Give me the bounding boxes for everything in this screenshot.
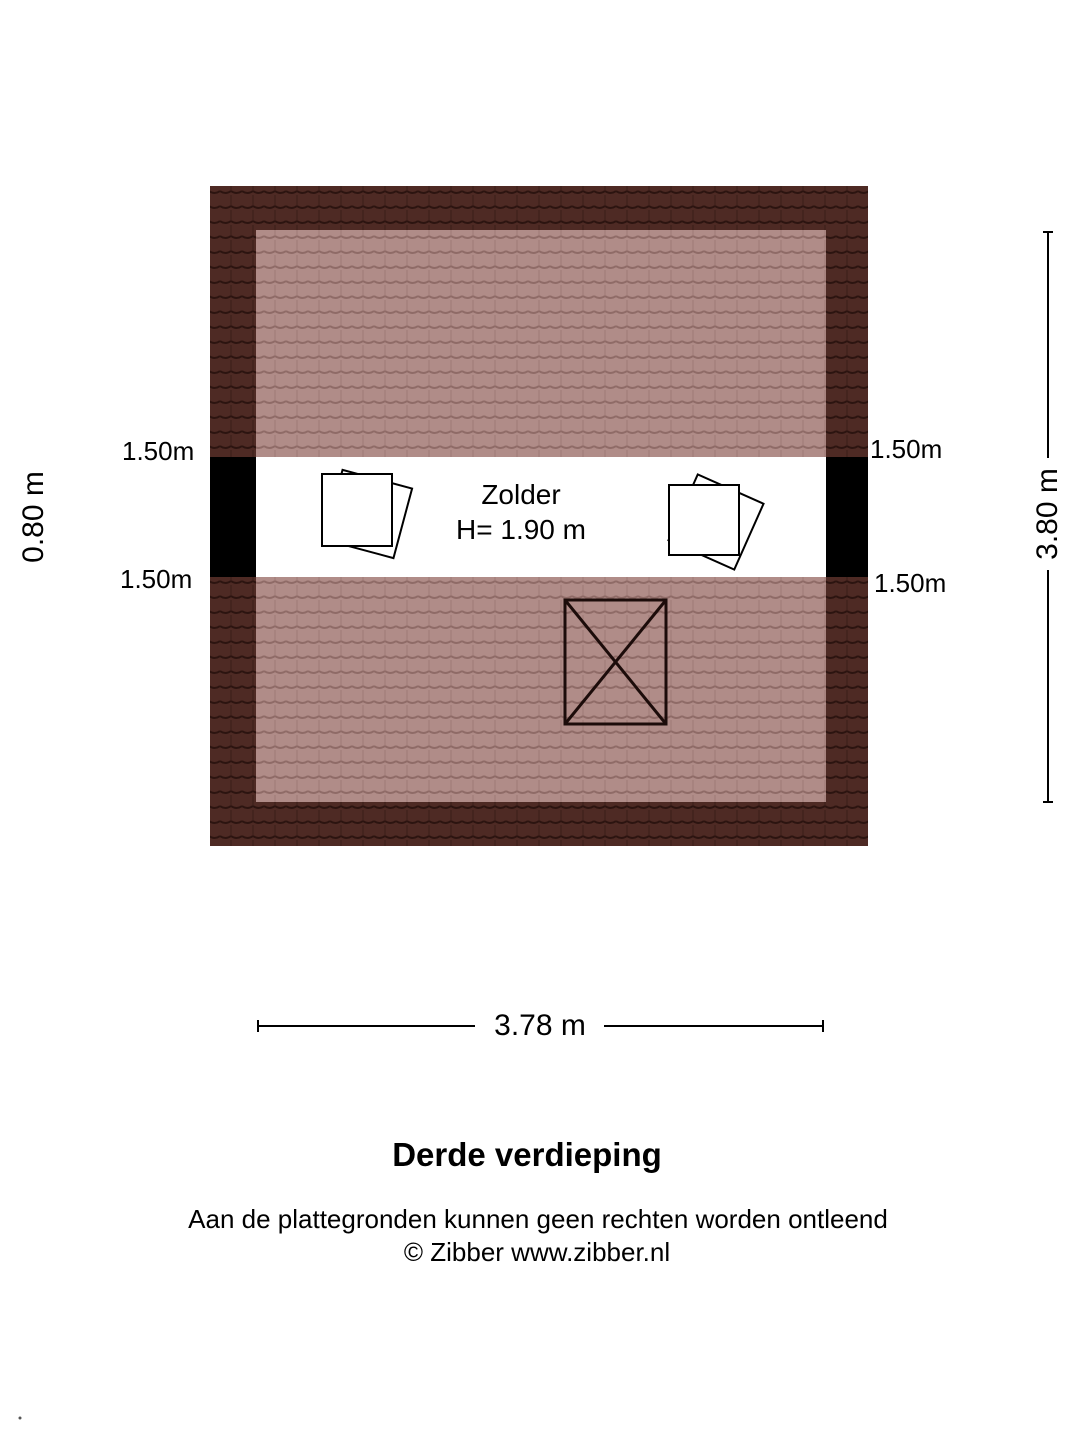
window-width-label: 0.80 m: [17, 471, 50, 563]
room-height: H= 1.90 m: [456, 514, 586, 545]
right-wall: [826, 457, 868, 577]
floor-title: Derde verdieping: [392, 1136, 662, 1173]
room-name: Zolder: [481, 479, 561, 510]
right-bottom-measure: 1.50m: [874, 568, 947, 598]
copyright-text: © Zibber www.zibber.nl: [403, 1237, 671, 1267]
left-bottom-measure: 1.50m: [120, 564, 193, 594]
right-top-measure: 1.50m: [870, 434, 943, 464]
left-top-measure: 1.50m: [122, 436, 195, 466]
depth-label: 3.80 m: [1031, 468, 1064, 560]
corner-mark: [19, 1417, 22, 1420]
width-label: 3.78 m: [494, 1009, 586, 1042]
disclaimer-text: Aan de plattegronden kunnen geen rechten worden ontleend: [188, 1204, 888, 1234]
left-wall: [210, 457, 256, 577]
